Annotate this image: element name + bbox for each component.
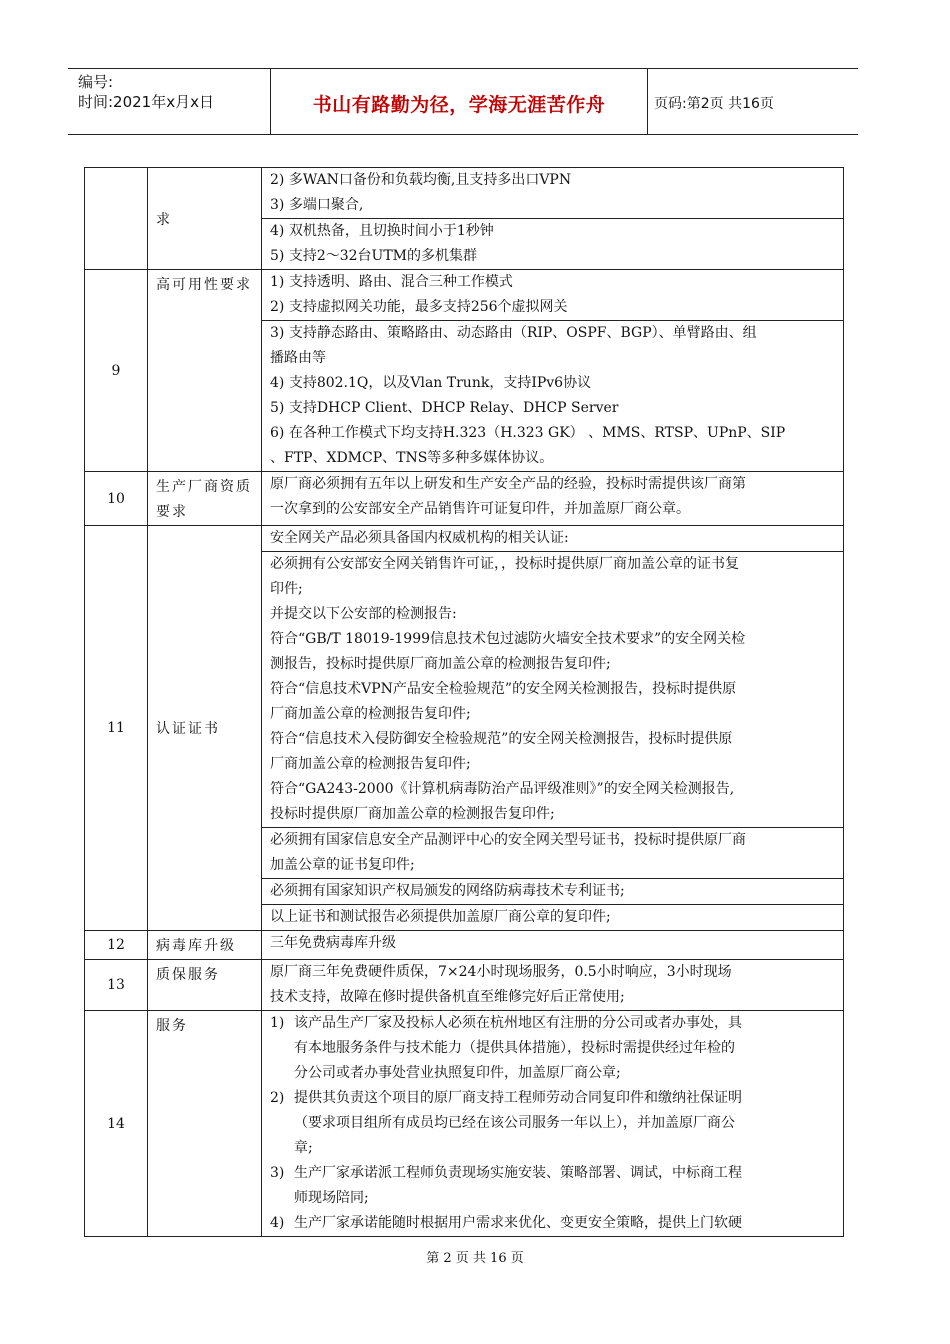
requirement-line: 2) 支持虚拟网关功能，最多支持256个虚拟网关 bbox=[270, 299, 568, 315]
requirement-line: 分公司或者办事处营业执照复印件，加盖原厂商公章; bbox=[294, 1065, 621, 1081]
requirement-line: 印件; bbox=[270, 581, 303, 597]
row-number: 12 bbox=[85, 931, 148, 960]
service-entry-number: 2) bbox=[270, 1090, 285, 1106]
page-footer: 第 2 页 共 16 页 bbox=[426, 1251, 524, 1266]
requirement-line: 符合“信息技术VPN产品安全检验规范”的安全网关检测报告，投标时提供原 bbox=[270, 681, 737, 697]
service-entry-text bbox=[294, 1161, 835, 1211]
requirement-line: 以上证书和测试报告必须提供加盖原厂商公章的复印件; bbox=[270, 909, 611, 925]
requirement-line: 安全网关产品必须具备国内权威机构的相关认证: bbox=[270, 530, 569, 546]
requirement-line: 符合“GB/T 18019-1999信息技术包过滤防火墙安全技术要求”的安全网关检 bbox=[270, 631, 746, 647]
requirement-cell bbox=[262, 960, 844, 1011]
requirement-cell bbox=[262, 219, 844, 270]
requirement-line: 生产厂家承诺派工程师负责现场实施安装、策略部署、调试，中标商工程 bbox=[294, 1165, 742, 1181]
requirement-line: 一次拿到的公安部安全产品销售许可证复印件，并加盖原厂商公章。 bbox=[270, 501, 690, 517]
table-row bbox=[85, 472, 844, 526]
row-item: 求 bbox=[148, 168, 262, 270]
requirement-cell bbox=[262, 526, 844, 552]
table-row bbox=[85, 168, 844, 219]
requirement-line: 符合“GA243-2000《计算机病毒防治产品评级准则》”的安全网关检测报告, bbox=[270, 781, 735, 797]
service-entry bbox=[270, 1086, 835, 1161]
requirement-line: 1) 支持透明、路由、混合三种工作模式 bbox=[270, 274, 513, 290]
requirement-cell bbox=[262, 552, 844, 828]
requirement-line: 并提交以下公安部的检测报告: bbox=[270, 606, 457, 622]
row-item: 质保服务 bbox=[148, 960, 262, 1011]
requirement-line: 3) 支持静态路由、策略路由、动态路由（RIP、OSPF、BGP）、单臂路由、组 bbox=[270, 325, 757, 341]
requirement-line: 必须拥有国家知识产权局颁发的网络防病毒技术专利证书; bbox=[270, 883, 625, 899]
requirement-line: 加盖公章的证书复印件; bbox=[270, 857, 415, 873]
requirement-line: 5) 支持2～32台UTM的多机集群 bbox=[270, 248, 478, 264]
row-item: 生产厂商资质要求 bbox=[148, 472, 262, 526]
service-entry-text bbox=[294, 1211, 835, 1236]
row-number: 14 bbox=[85, 1011, 148, 1237]
header-top-rule bbox=[68, 68, 858, 69]
row-item: 服务 bbox=[148, 1011, 262, 1237]
header-motto: 书山有路勤为径，学海无涯苦作舟 bbox=[312, 94, 606, 116]
row-number bbox=[85, 168, 148, 270]
service-entry bbox=[270, 1161, 835, 1211]
requirement-line: （要求项目组所有成员均已经在该公司服务一年以上），并加盖原厂商公 bbox=[294, 1115, 735, 1131]
requirement-cell bbox=[262, 472, 844, 526]
requirement-line: 6) 在各种工作模式下均支持H.323（H.323 GK） 、MMS、RTSP、UPnP、SIP bbox=[270, 425, 786, 441]
requirement-line: 播路由等 bbox=[270, 350, 326, 366]
requirement-line: 原厂商三年免费硬件质保，7×24小时现场服务，0.5小时响应，3小时现场 bbox=[270, 964, 732, 980]
header-meta bbox=[78, 72, 214, 112]
requirement-line: 章; bbox=[294, 1140, 313, 1156]
requirement-cell bbox=[262, 321, 844, 472]
requirement-cell bbox=[262, 168, 844, 219]
requirement-line: 技术支持，故障在修时提供备机直至维修完好后正常使用; bbox=[270, 989, 625, 1005]
requirement-line: 原厂商必须拥有五年以上研发和生产安全产品的经验，投标时需提供该厂商第 bbox=[270, 476, 746, 492]
table-row bbox=[85, 526, 844, 552]
requirement-line: 2) 多WAN口备份和负载均衡,且支持多出口VPN bbox=[270, 172, 572, 188]
header-page-info: 页码:第2页 共16页 bbox=[654, 96, 774, 112]
service-entry-number: 3) bbox=[270, 1165, 285, 1181]
doc-code-label: 编号: bbox=[78, 73, 114, 91]
requirement-cell bbox=[262, 1011, 844, 1237]
requirement-line: 三年免费病毒库升级 bbox=[270, 935, 396, 951]
table-row bbox=[85, 960, 844, 1011]
requirement-line: 厂商加盖公章的检测报告复印件; bbox=[270, 756, 471, 772]
requirement-cell bbox=[262, 905, 844, 931]
requirement-line: 有本地服务条件与技术能力（提供具体措施），投标时需提供经过年检的 bbox=[294, 1040, 735, 1056]
table-row bbox=[85, 931, 844, 960]
spec-table bbox=[84, 167, 844, 1237]
requirement-line: 提供其负责这个项目的原厂商支持工程师劳动合同复印件和缴纳社保证明 bbox=[294, 1090, 742, 1106]
requirement-line: 师现场陪同; bbox=[294, 1190, 369, 1206]
row-number: 11 bbox=[85, 526, 148, 931]
service-entry-text bbox=[294, 1086, 835, 1161]
row-number: 10 bbox=[85, 472, 148, 526]
table-row bbox=[85, 1011, 844, 1237]
requirement-line: 该产品生产厂家及投标人必须在杭州地区有注册的分公司或者办事处，具 bbox=[294, 1015, 742, 1031]
requirement-line: 、FTP、XDMCP、TNS等多种多媒体协议。 bbox=[270, 450, 554, 466]
row-item: 认证证书 bbox=[148, 526, 262, 931]
requirement-line: 4) 双机热备，且切换时间小于1秒钟 bbox=[270, 223, 494, 239]
requirement-cell bbox=[262, 879, 844, 905]
table-row bbox=[85, 270, 844, 321]
header-bottom-rule bbox=[68, 134, 858, 135]
doc-time-label: 时间:2021年x月x日 bbox=[78, 93, 214, 111]
row-item: 高可用性要求 bbox=[148, 270, 262, 472]
row-number: 13 bbox=[85, 960, 148, 1011]
service-entry-text bbox=[294, 1011, 835, 1086]
row-item: 病毒库升级 bbox=[148, 931, 262, 960]
requirement-line: 测报告，投标时提供原厂商加盖公章的检测报告复印件; bbox=[270, 656, 611, 672]
service-entry bbox=[270, 1011, 835, 1086]
requirement-line: 生产厂家承诺能随时根据用户需求来优化、变更安全策略，提供上门软硬 bbox=[294, 1215, 742, 1231]
requirement-line: 必须拥有公安部安全网关销售许可证，，投标时提供原厂商加盖公章的证书复 bbox=[270, 556, 739, 572]
service-entry bbox=[270, 1211, 835, 1236]
requirement-line: 厂商加盖公章的检测报告复印件; bbox=[270, 706, 471, 722]
requirement-line: 符合“信息技术入侵防御安全检验规范”的安全网关检测报告，投标时提供原 bbox=[270, 731, 733, 747]
requirement-line: 3) 多端口聚合, bbox=[270, 197, 364, 213]
service-entry-number: 4) bbox=[270, 1215, 285, 1231]
requirement-line: 5) 支持DHCP Client、DHCP Relay、DHCP Server bbox=[270, 400, 619, 416]
requirement-line: 4) 支持802.1Q，以及Vlan Trunk，支持IPv6协议 bbox=[270, 375, 592, 391]
requirement-cell bbox=[262, 828, 844, 879]
row-number: 9 bbox=[85, 270, 148, 472]
requirement-cell bbox=[262, 270, 844, 321]
requirement-line: 必须拥有国家信息安全产品测评中心的安全网关型号证书，投标时提供原厂商 bbox=[270, 832, 746, 848]
service-entry-number: 1) bbox=[270, 1015, 285, 1031]
requirement-cell bbox=[262, 931, 844, 960]
requirement-line: 投标时提供原厂商加盖公章的检测报告复印件; bbox=[270, 806, 555, 822]
